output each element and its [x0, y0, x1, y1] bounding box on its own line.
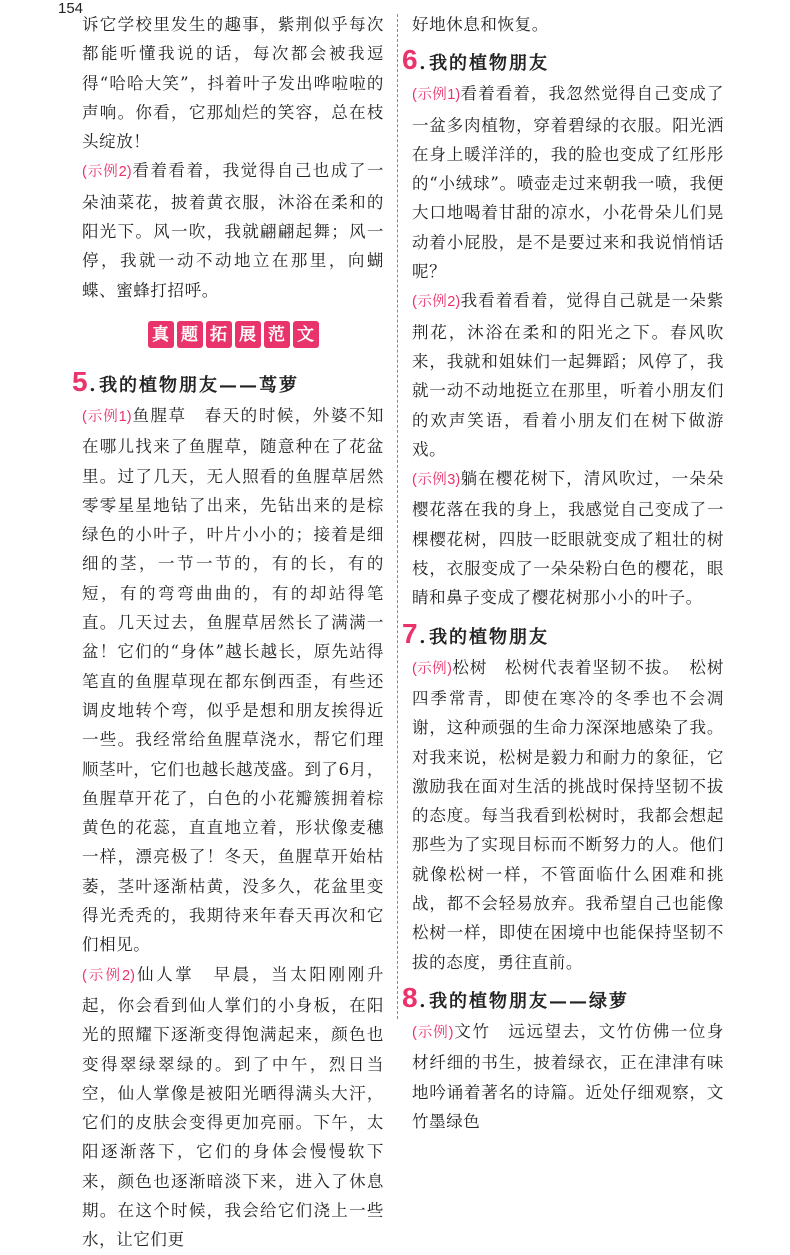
example-label: (示例2) — [412, 294, 461, 311]
section-banner — [82, 305, 384, 361]
example-label: (示例3) — [412, 472, 461, 489]
right-column — [402, 10, 724, 1136]
section-5-heading: 5 . 我的植物朋友——茑萝 — [72, 361, 384, 401]
banner-char: 范 — [264, 321, 290, 348]
continued-paragraph: 好地休息和恢复。 — [412, 15, 549, 34]
page-number: 154 — [58, 0, 84, 17]
column-divider — [397, 14, 398, 1019]
banner-char: 文 — [293, 321, 319, 348]
section-title: 我的植物朋友 — [429, 53, 550, 75]
intro-paragraph: 诉它学校里发生的趣事，紫荆似乎每次都能听懂我说的话，每次都会被我逗得“哈哈大笑”，抖着叶子发出哗啦啦的声响。你看，它那灿烂的笑容，总在枝头绽放！ — [82, 15, 384, 152]
example-label: (示例) — [412, 1024, 454, 1041]
example-paragraph: (示例1)看着看着，我忽然觉得自己变成了一盆多肉植物，穿着碧绿的衣服。阳光洒在身上暖洋洋的，我的脸也变成了红彤彤的“小绒球”。喷壶走过来朝我一喷，我便大口地喝着甘甜的凉水，小花骨朵儿们晃动着小屁股，是不是要过来和我说悄悄话呢？ — [412, 84, 724, 282]
example-paragraph: (示例)松树 松树代表着坚韧不拔。 松树四季常青，即使在寒冷的冬季也不会凋谢，这种顽强的生命力深深地感染了我。对我来说，松树是毅力和耐力的象征，它激励我在面对生活的挑战时保持坚韧不拔的态度。每当我看到松树时，我都会想起那些为了实现目标而不断努力的人。他们就像松树一样，不管面临什么困难和挑战，都不会轻易放弃。我希望自己也能像松树一样，即使在困境中也能保持坚韧不拔的态度，勇往直前。 — [412, 657, 724, 972]
left-column — [72, 10, 384, 1255]
section-number: 8 — [402, 981, 419, 1013]
example-label: (示例1) — [82, 408, 132, 425]
example-paragraph: (示例2)我看着看着，觉得自己就是一朵紫荆花，沐浴在柔和的阳光之下。春风吹来，我就和姐妹们一起舞蹈；风停了，我就一动不动地挺立在那里，听着小朋友们的欢声笑语，看着小朋友们在树下做游戏。 — [412, 291, 724, 459]
example-paragraph: (示例)文竹 远远望去，文竹仿佛一位身材纤细的书生，披着绿衣，正在津津有味地吟诵着著名的诗篇。近处仔细观察，文竹墨绿色 — [412, 1021, 724, 1131]
section-number: 5 — [72, 365, 89, 397]
section-6-heading: 6 . 我的植物朋友 — [402, 39, 724, 79]
section-title: 我的植物朋友——绿萝 — [429, 990, 630, 1012]
example-label: (示例1) — [412, 87, 461, 104]
example-label: (示例) — [412, 660, 452, 677]
section-8-heading: 8 . 我的植物朋友——绿萝 — [402, 977, 724, 1017]
banner-char: 展 — [235, 321, 261, 348]
section-title: 我的植物朋友——茑萝 — [99, 374, 300, 396]
example-label: (示例2) — [82, 164, 132, 181]
banner-char: 题 — [177, 321, 203, 348]
example-paragraph: (示例2)仙人掌 早晨，当太阳刚刚升起，你会看到仙人掌们的小身板，在阳光的照耀下逐渐变得饱满起来，颜色也变得翠绿翠绿的。到了中午，烈日当空，仙人掌像是被阳光晒得满头大汗，它们的皮肤会变得更加亮丽。下午，太阳逐渐落下，它们的身体会慢慢软下来，颜色也逐渐暗淡下来，进入了休息期。在这个时候，我会给它们浇上一些水，让它们更 — [82, 964, 384, 1250]
example-paragraph: (示例3)躺在樱花树下，清风吹过，一朵朵樱花落在我的身上，我感觉自己变成了一棵樱花树，四肢一眨眼就变成了粗壮的树枝，衣服变成了一朵朵粉白色的樱花，眼睛和鼻子变成了樱花树那小小的叶子。 — [412, 469, 724, 608]
example-paragraph: (示例1)鱼腥草 春天的时候，外婆不知在哪儿找来了鱼腥草，随意种在了花盆里。过了几天，无人照看的鱼腥草居然零零星星地钻了出来，先钻出来的是棕绿色的小叶子，叶片小小的；接着是细细的茎，一节一节的，有的长，有的短，有的弯弯曲曲的，有的却站得笔直。几天过去，鱼腥草居然长了满满一盆！它们的“身体”越长越长，原先站得笔直的鱼腥草现在都东倒西歪，有些还调皮地转个弯，似乎是想和朋友挨得近一些。我经常给鱼腥草浇水，帮它们理顺茎叶，它们也越长越茂盛。到了6月，鱼腥草开花了，白色的小花瓣簇拥着棕黄色的花蕊，直直地立着，形状像麦穗一样，漂亮极了！冬天，鱼腥草开始枯萎，茎叶逐渐枯黄，没多久，花盆里变得光秃秃的，我期待来年春天再次和它们相见。 — [82, 405, 384, 955]
example-label: (示例2) — [82, 967, 135, 984]
banner-char: 真 — [148, 321, 174, 348]
section-number: 7 — [402, 617, 419, 649]
section-7-heading: 7 . 我的植物朋友 — [402, 613, 724, 653]
section-title: 我的植物朋友 — [429, 626, 550, 648]
banner-char: 拓 — [206, 321, 232, 348]
example-paragraph: (示例2)看着看着，我觉得自己也成了一朵油菜花，披着黄衣服，沐浴在柔和的阳光下。风一吹，我就翩翩起舞；风一停，我就一动不动地立在那里，向蝴蝶、蜜蜂打招呼。 — [82, 161, 384, 300]
section-number: 6 — [402, 44, 419, 76]
